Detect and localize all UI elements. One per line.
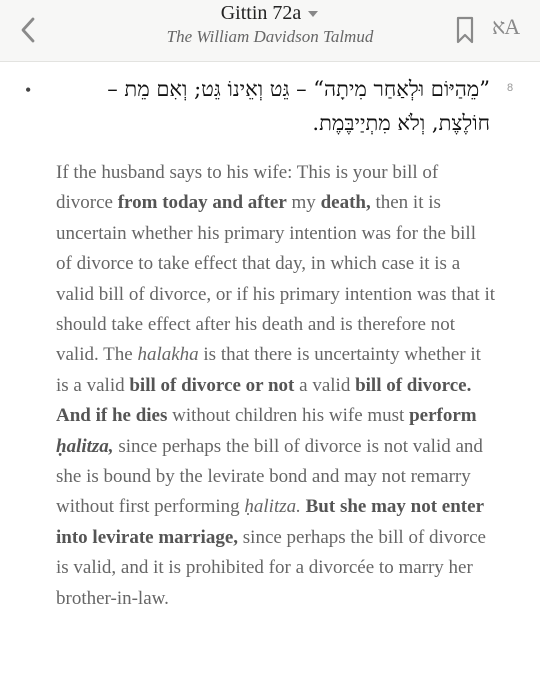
text-run: then it is uncertain whether his primary intention was for the bill of divorce to take effect that day, in which case it is a valid bill of divorce, or if his primary intention was that it should take effect after his death and is therefore not valid. The [56,192,496,366]
bold-phrase: bill of divorce or not [129,374,295,396]
chevron-left-icon [20,17,36,43]
text-run: my [286,192,321,214]
segment-bullet: • [25,80,32,100]
segment-number: 8 [507,82,514,94]
bold-phrase: death, [320,192,371,214]
italic-term: halakha [137,344,199,366]
page-subtitle: The William Davidson Talmud [166,27,374,46]
hebrew-text[interactable]: ”מֵהַיּוֹם וּלְאַחַר מִיתָה“ – גֵּט וְאֵינוֹ גֵּט; וְאִם מֵת – חוֹלֶצֶת, וְלֹא מִתְיַיבֶּמֶת. [107,77,490,135]
caret-down-icon [307,10,319,18]
text-run: since perhaps the bill of divorce is not valid and she is bound by the levirate bond and may not remarry without first performing [56,435,483,518]
text-run: a valid [294,374,356,396]
italic-term: ḥalitza. [244,496,301,518]
page-title: Gittin 72a [220,2,302,24]
bold-phrase: perform [409,405,477,427]
title-block [100,2,440,47]
text-run: is that there is uncertainty whether it is a valid [56,344,481,396]
bold-phrase: from today and after [117,192,287,214]
bold-phrase: bill of divorce. And if he dies [56,374,472,427]
title-dropdown[interactable] [221,2,320,25]
text-run: since perhaps the bill of divorce is valid, and it is prohibited for a divorcée to marry her brother-in-law. [56,526,486,609]
top-bar [0,0,540,62]
bold-phrase: ḥalitza, [56,435,114,457]
bookmark-icon [455,16,475,44]
text-run: without children his wife must [167,405,410,427]
bold-phrase: But she may not enter into levirate marriage, [56,496,484,548]
language-toggle-button[interactable]: אA [492,14,520,39]
bookmark-button[interactable] [455,16,477,46]
english-translation[interactable] [56,158,496,614]
back-button[interactable] [14,12,42,48]
text-run: If the husband says to his wife: This is your bill of divorce [56,162,439,214]
